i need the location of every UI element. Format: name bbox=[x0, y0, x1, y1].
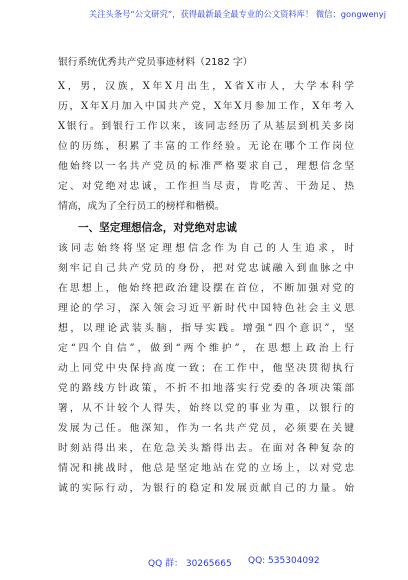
body-line: 动上同党中央保持高度一致；在工作中，他坚决贯彻执行 bbox=[58, 363, 354, 374]
body-line: 定“四个自信”，做到“两个维护”，在思想上政治上行 bbox=[58, 343, 354, 354]
intro-line: 定、对党绝对忠诚，工作担当尽责，肯吃苦、干劲足、热 bbox=[58, 181, 354, 192]
header-promo-note: 关注头条号“公文研究”，获得最新最全最专业的公文资料库！ 微信：gongwenyj bbox=[88, 9, 386, 19]
body-line: 党的路线方针政策，不折不扣地落实行党委的各项决策部 bbox=[58, 383, 354, 394]
body-line: 发展为己任。他深知，作为一名共产党员，必须要在关键 bbox=[58, 423, 354, 434]
intro-line: 情高，成为了全行员工的榜样和楷模。 bbox=[58, 201, 225, 212]
body-line: 诚的实际行动，为银行的稳定和发展贡献自己的力量。始 bbox=[58, 483, 354, 494]
footer-qq: QQ: 535304092 bbox=[248, 556, 320, 566]
intro-line: X银行。到银行工作以来，该同志经历了从基层到机关多岗 bbox=[58, 121, 354, 132]
body-paragraph bbox=[58, 239, 354, 499]
section-heading: 一、坚定理想信念，对党绝对忠诚 bbox=[78, 222, 237, 234]
document-page bbox=[58, 56, 354, 499]
intro-line: 他始终以一名共产党员的标准严格要求自己，理想信念坚 bbox=[58, 161, 354, 172]
body-line: 在思想上，他始终把政治建设摆在首位，不断加强对党的 bbox=[58, 283, 354, 294]
intro-paragraph bbox=[58, 77, 354, 217]
body-line: 想，以理论武装头脑，指导实践。增强“四个意识”，坚 bbox=[58, 323, 354, 334]
body-line: 刻牢记自己共产党员的身份，把对党忠诚融入到血脉之中 bbox=[58, 263, 354, 274]
body-line: 理论的学习，深入领会习近平新时代中国特色社会主义思 bbox=[58, 303, 354, 314]
intro-line: 位的历练，积累了丰富的工作经验。无论在哪个工作岗位 bbox=[58, 141, 354, 152]
intro-line: 历，X年X月加入中国共产党，X年X月参加工作，X年考入 bbox=[58, 101, 354, 112]
body-line: 情况和挑战时，他总是坚定地站在党的立场上，以对党忠 bbox=[58, 463, 354, 474]
body-line: 署，从不计较个人得失，始终以党的事业为重，以银行的 bbox=[58, 403, 354, 414]
body-line: 时刻站得出来，在危急关头豁得出去。在面对各种复杂的 bbox=[58, 443, 354, 454]
body-line: 该同志始终将坚定理想信念作为自己的人生追求，时 bbox=[58, 243, 354, 254]
document-title: 银行系统优秀共产党员事迹材料（2182 字） bbox=[58, 57, 253, 68]
intro-line: X，男，汉族，X年X月出生，X省X市人，大学本科学 bbox=[58, 81, 354, 92]
footer-qq-group: QQ 群： 30265665 bbox=[148, 559, 232, 569]
